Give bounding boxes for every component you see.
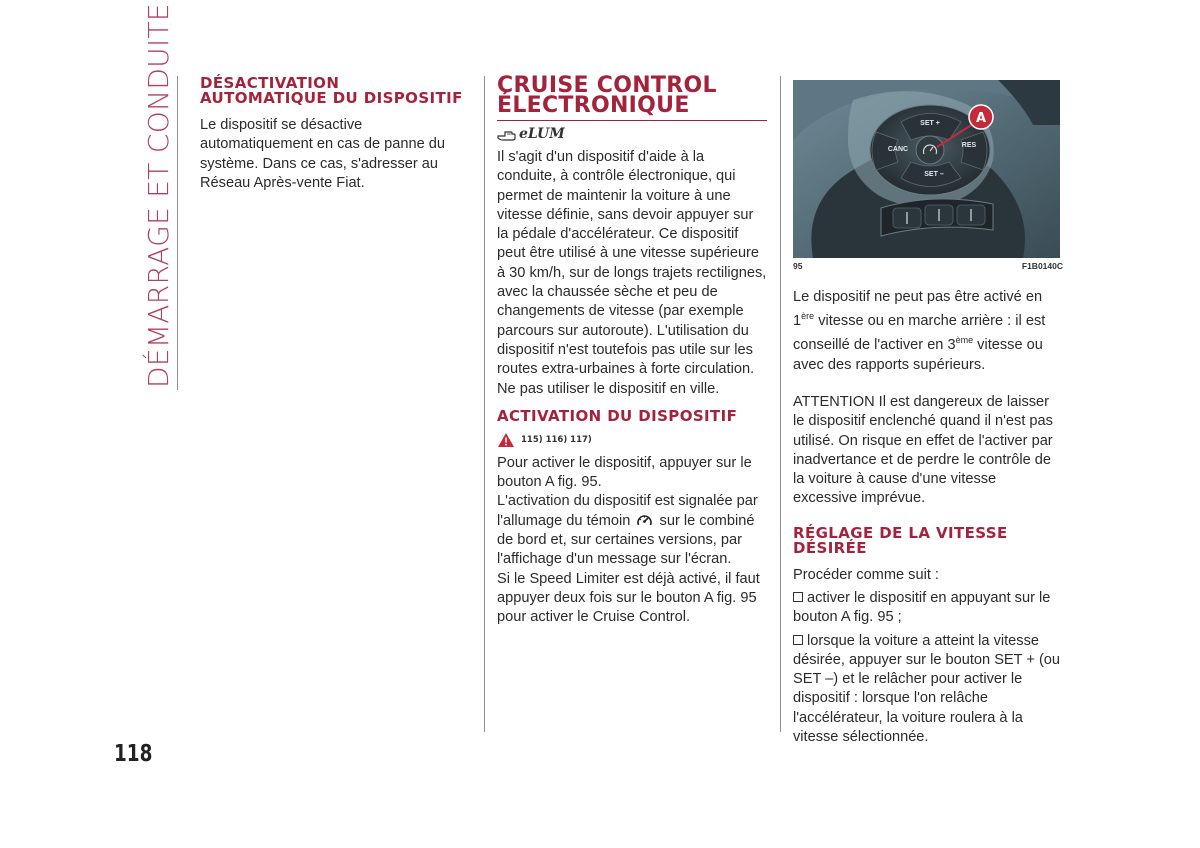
- warning-reference-numbers: 115) 116) 117): [521, 434, 592, 445]
- figure-label-set-minus: SET –: [924, 171, 944, 178]
- figure-label-res: RES: [961, 142, 977, 149]
- procedure-item-1: activer le dispositif en appuyant sur le bouton A fig. 95 ;: [793, 589, 1051, 626]
- figure-code: F1B0140C: [1021, 261, 1063, 271]
- cruise-intro-text: Il s'agit d'un dispositif d'aide à la conduite, à contrôle électronique, qui permet de maintenir la voiture à une vitesse définie, sans devoir appuyer sur la pédale d'accélérateur. Ce dispositif peut être utilisé à une vitesse supérieure à 30 km/h, sur de longs trajets rectilignes, avec la chaussée sèche et peu de changements de vitesse (par exemple parcours sur autoroute). L'utilisation du dispositif n'est toutefois pas utile sur les routes extra-urbaines à forte circulation. Ne pas utiliser le dispositif en ville.: [497, 149, 767, 397]
- figure-label-set-plus: SET +: [920, 120, 940, 127]
- procedure-intro: Procéder comme suit :: [793, 566, 939, 583]
- steering-wheel-controls-image: [793, 80, 1060, 258]
- column-1: [200, 76, 466, 193]
- warning-references: [497, 432, 767, 448]
- hand-icon: [497, 127, 517, 141]
- column-3: [793, 80, 1063, 747]
- figure-number: 95: [793, 261, 803, 271]
- section-heading-speed-setting: RÉGLAGE DE LA VITESSE DÉSIRÉE: [793, 523, 1008, 557]
- activation-paragraph-1: Pour activer le dispositif, appuyer sur le bouton A fig. 95.: [497, 454, 752, 491]
- elum-logo-text: eLUM: [519, 126, 565, 142]
- side-divider: [177, 76, 178, 390]
- section-heading-activation: ACTIVATION DU DISPOSITIF: [497, 406, 738, 425]
- procedure-item-2: lorsque la voiture a atteint la vitesse désirée, appuyer sur le bouton SET + (ou SET –) et le relâcher pour activer le dispositif : lorsque l'on relâche l'accélérateur, la voiture roulera à la vitesse sélectionnée.: [793, 632, 1061, 746]
- activation-text-before-icon: L'activation du dispositif est signalée par l'allumage du témoin: [497, 493, 758, 529]
- activation-paragraph-3: Si le Speed Limiter est déjà activé, il faut appuyer deux fois sur le bouton A fig. 95 pour activer le Cruise Control.: [497, 570, 760, 626]
- deactivation-text: Le dispositif se désactive automatiquement en cas de panne du système. Dans ce cas, s'adresser au Réseau Après-vente Fiat.: [200, 117, 446, 191]
- gear-requirement-text: Le dispositif ne peut pas être activé en 1ère vitesse ou en marche arrière : il est conseillé de l'activer en 3ème vitesse ou avec des rapports supérieurs.: [793, 289, 1046, 373]
- main-heading: CRUISE CONTROL ÉLECTRONIQUE: [497, 76, 767, 121]
- elum-logo: [497, 126, 767, 142]
- figure-label-canc: CANC: [887, 146, 909, 153]
- column-divider-2: [780, 76, 781, 732]
- column-2: [497, 73, 767, 628]
- figure-callout-a: A: [975, 111, 987, 126]
- warning-triangle-icon: [497, 432, 515, 448]
- figure-caption: [793, 261, 1063, 271]
- chapter-side-title: DÉMARRAGE ET CONDUITE: [142, 3, 175, 388]
- section-heading-deactivation: DÉSACTIVATION AUTOMATIQUE DU DISPOSITIF: [200, 74, 463, 107]
- checkbox-bullet-icon: [793, 592, 803, 602]
- cruise-control-warning-light-icon: [636, 513, 653, 528]
- activation-text-after-icon: sur le combiné de bord et, sur certaines versions, par l'affichage d'un message sur l'écran.: [497, 512, 755, 568]
- activation-paragraph-2: [497, 492, 767, 569]
- page-number: 118: [114, 741, 153, 767]
- checkbox-bullet-icon: [793, 635, 803, 645]
- figure-95: [793, 80, 1060, 258]
- attention-warning-text: ATTENTION Il est dangereux de laisser le dispositif enclenché quand il n'est pas utilisé. On risque en effet de l'activer par inadvertance et de perdre le contrôle de la voiture à cause d'une vitesse excessive imprévue.: [793, 393, 1053, 507]
- column-divider-1: [484, 76, 485, 732]
